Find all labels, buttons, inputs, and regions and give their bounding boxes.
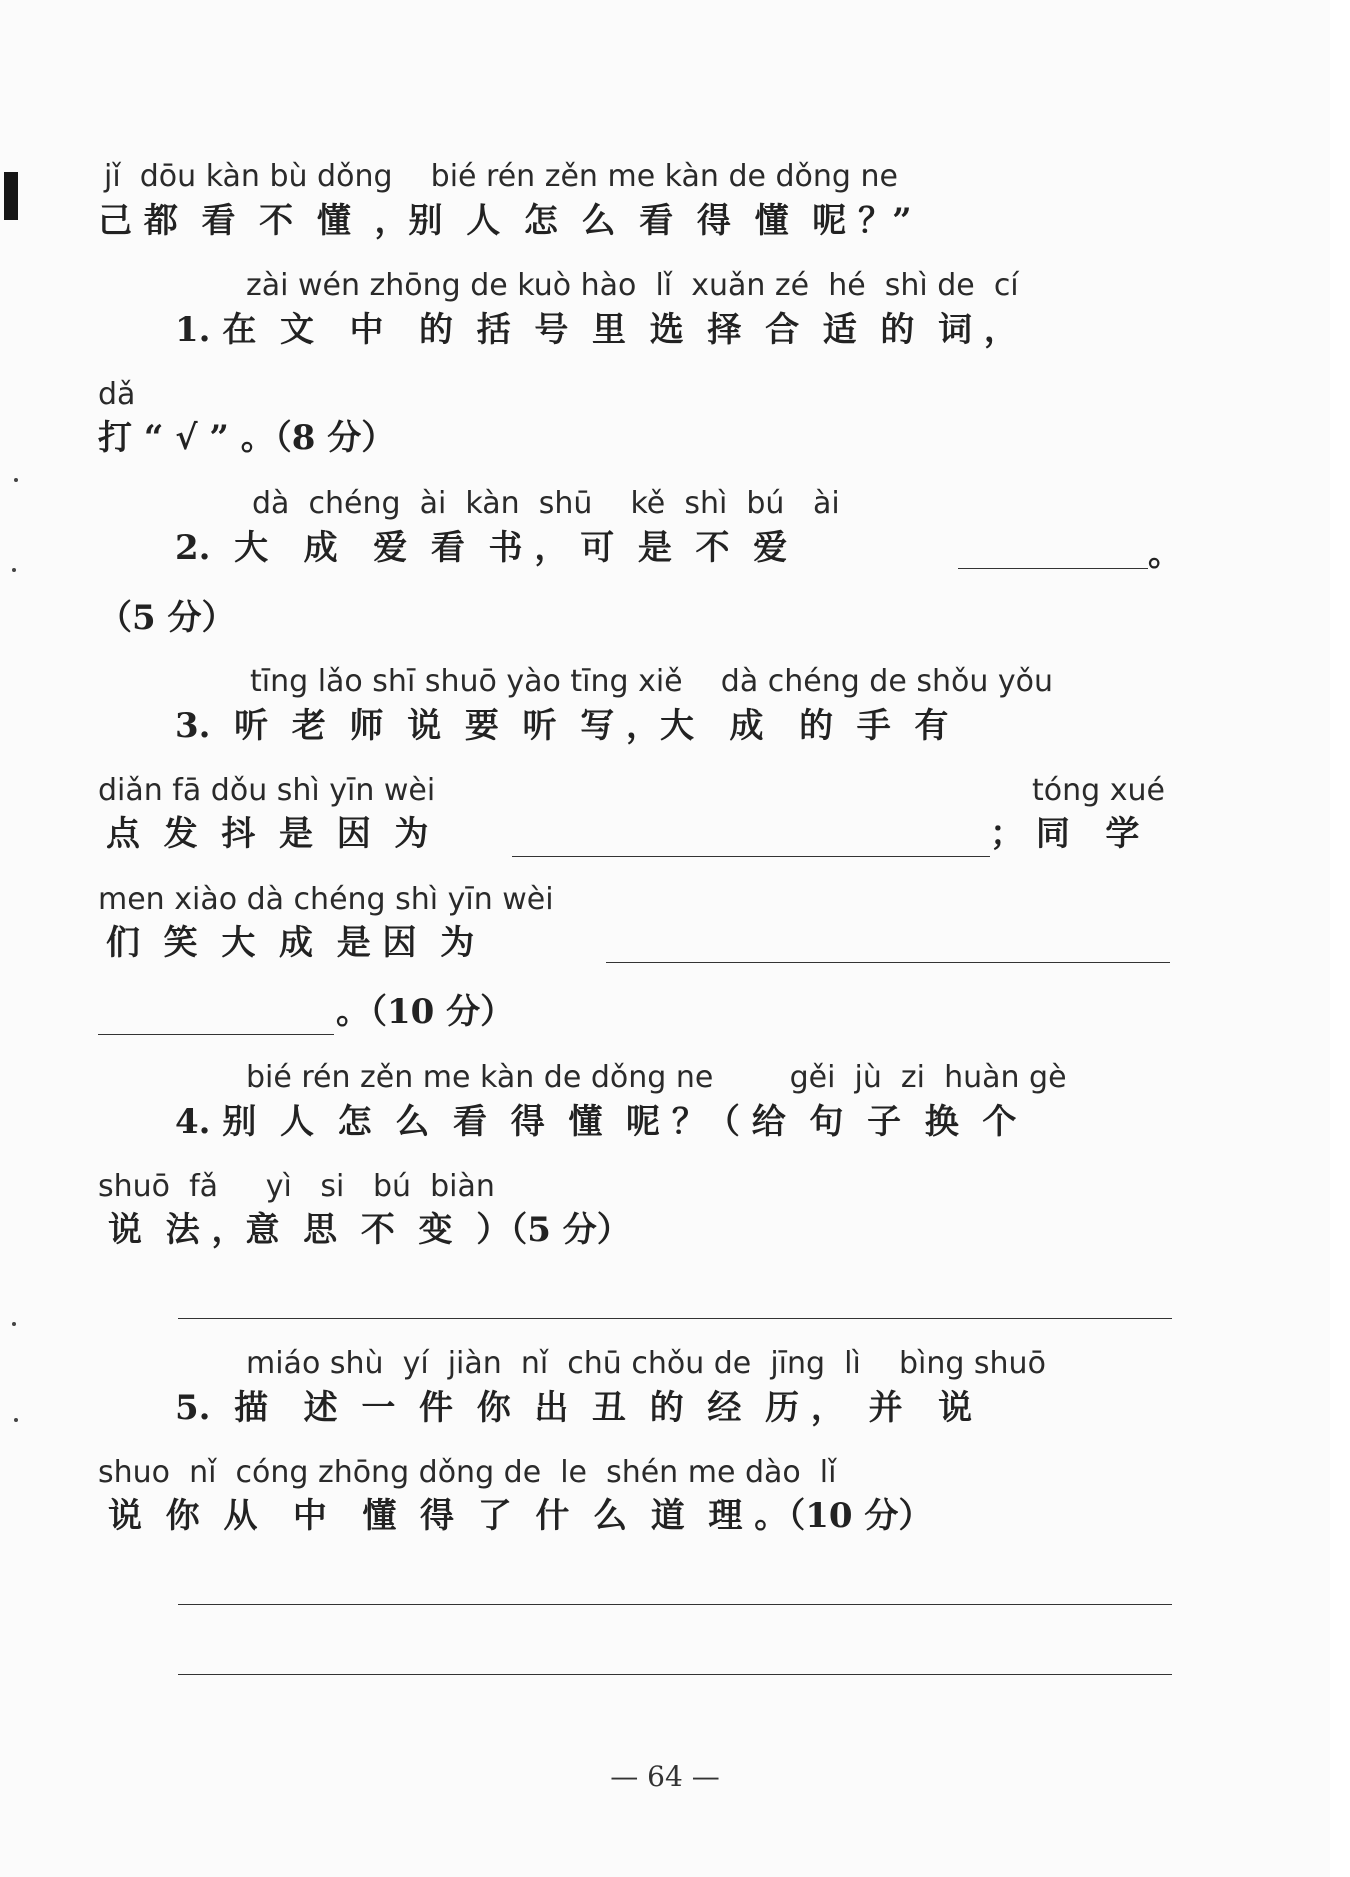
q3-score: 。（10 分） bbox=[336, 992, 515, 1032]
q2-text: 2. 大 成 爱 看 书 ， 可 是 不 爱 bbox=[175, 528, 788, 568]
q3-text-line2-right: ； 同 学 bbox=[990, 814, 1140, 854]
margin-dot bbox=[12, 1322, 16, 1326]
q1-pinyin-line2: dǎ bbox=[98, 377, 136, 412]
q1-text: 1. 在 文 中 的 括 号 里 选 择 合 适 的 词 ， bbox=[175, 310, 1018, 350]
intro-text: 己 都 看 不 懂 ，别 人 怎 么 看 得 懂 呢 ？” bbox=[98, 201, 912, 241]
q3-text: 3. 听 老 师 说 要 听 写 ，大 成 的 手 有 bbox=[175, 706, 949, 746]
q2-score: （5 分） bbox=[98, 598, 236, 638]
q1-pinyin: zài wén zhōng de kuò hào lǐ xuǎn zé hé shì de cí bbox=[246, 268, 1019, 303]
q5-answer-line-2[interactable] bbox=[178, 1674, 1172, 1675]
q3-pinyin-line2-right: tóng xué bbox=[1032, 773, 1165, 808]
margin-dot bbox=[14, 478, 18, 482]
q4-answer-line[interactable] bbox=[178, 1318, 1172, 1319]
q4-text-line2: 说 法 ，意 思 不 变 ）（5 分） bbox=[108, 1210, 631, 1250]
q3-pinyin-line3: men xiào dà chéng shì yīn wèi bbox=[98, 882, 554, 917]
q2-end-punct: 。 bbox=[1148, 534, 1182, 574]
intro-pinyin: jǐ dōu kàn bù dǒng bié rén zěn me kàn de dǒng ne bbox=[104, 159, 898, 194]
q4-pinyin-line2: shuō fǎ yì si bú biàn bbox=[98, 1169, 495, 1204]
q3-pinyin-line2: diǎn fā dǒu shì yīn wèi bbox=[98, 773, 436, 808]
q3-text-line3: 们 笑 大 成 是 因 为 bbox=[106, 923, 475, 963]
q3-pinyin: tīng lǎo shī shuō yào tīng xiě dà chéng de shǒu yǒu bbox=[250, 664, 1053, 699]
q5-text-line2: 说 你 从 中 懂 得 了 什 么 道 理 。（10 分） bbox=[108, 1496, 933, 1536]
margin-dot bbox=[14, 1418, 18, 1422]
binding-mark bbox=[4, 172, 18, 220]
q2-answer-blank[interactable] bbox=[958, 568, 1148, 569]
q4-text: 4. 别 人 怎 么 看 得 懂 呢 ？（ 给 句 子 换 个 bbox=[175, 1102, 1017, 1142]
q5-answer-line-1[interactable] bbox=[178, 1604, 1172, 1605]
margin-dot bbox=[12, 568, 16, 572]
q3-text-line2: 点 发 抖 是 因 为 bbox=[106, 814, 429, 854]
q1-text-line2: 打 “ √ ” 。（8 分） bbox=[98, 418, 396, 458]
q3-answer-blank-3[interactable] bbox=[98, 1034, 334, 1035]
q3-answer-blank-2[interactable] bbox=[606, 962, 1170, 963]
q4-pinyin: bié rén zěn me kàn de dǒng ne gěi jù zi huàn gè bbox=[246, 1060, 1067, 1095]
q3-answer-blank-1[interactable] bbox=[512, 856, 990, 857]
q5-text: 5. 描 述 一 件 你 出 丑 的 经 历 ， 并 说 bbox=[175, 1388, 973, 1428]
q5-pinyin-line2: shuo nǐ cóng zhōng dǒng de le shén me dào lǐ bbox=[98, 1455, 837, 1490]
q5-pinyin: miáo shù yí jiàn nǐ chū chǒu de jīng lì bìng shuō bbox=[246, 1346, 1046, 1381]
q2-pinyin: dà chéng ài kàn shū kě shì bú ài bbox=[252, 486, 840, 521]
page-number: — 64 — bbox=[610, 1760, 720, 1793]
